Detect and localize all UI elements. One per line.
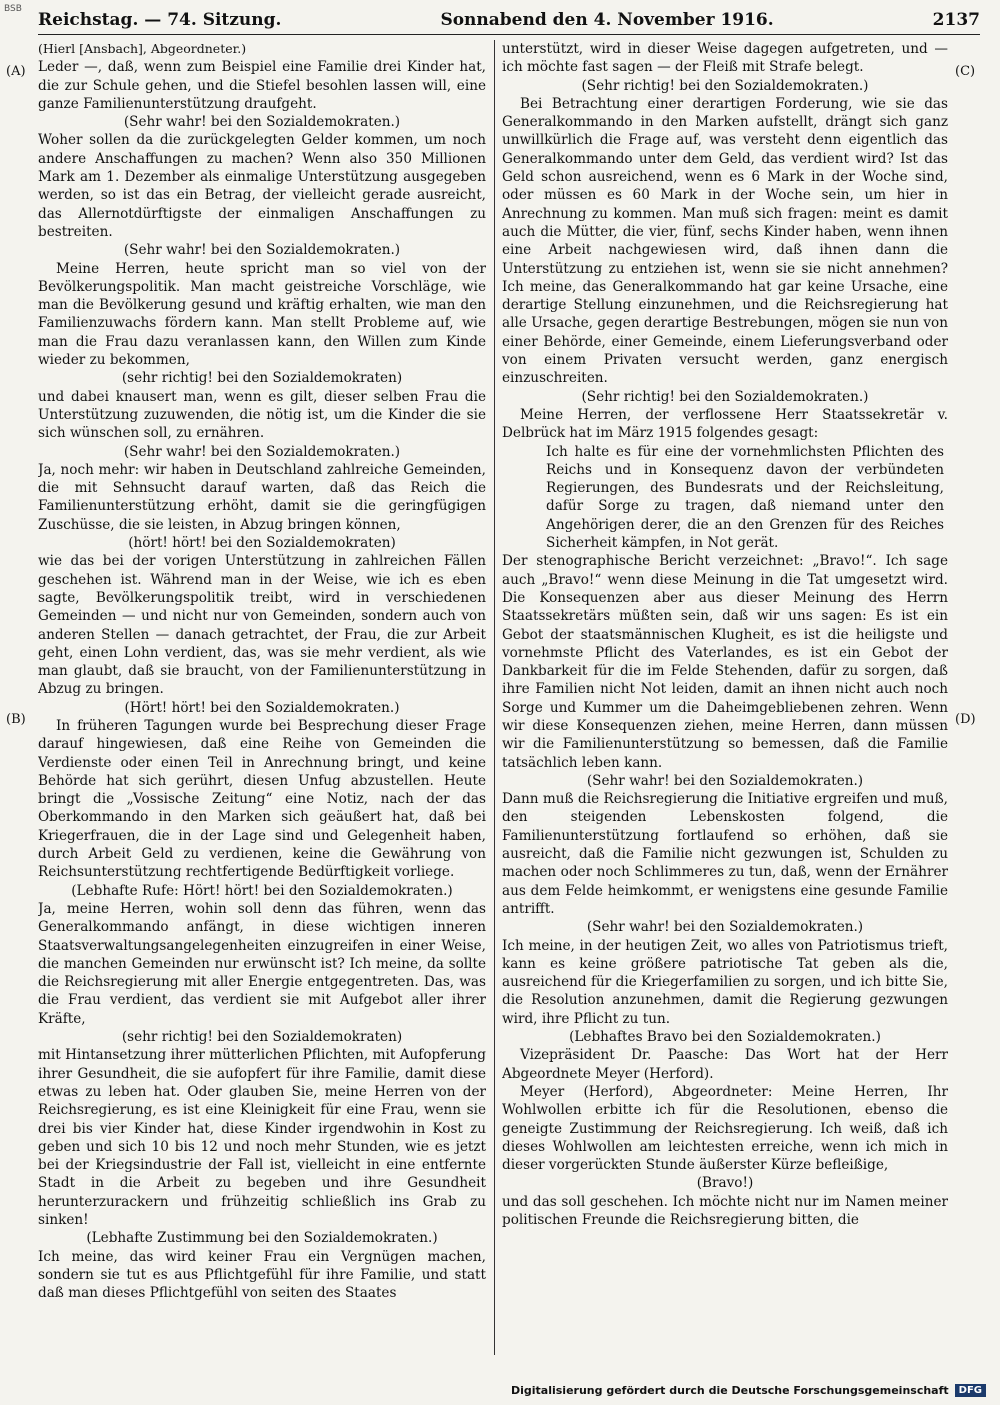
paragraph: Ja, meine Herren, wohin soll denn das führen, wenn das Generalkommando anfängt, in diese wichtigen inneren Staatsverwaltungsangelegenheiten einzugreifen in einer Weise, die manchen Gemeinden nur erwünscht ist? Ich meine, da sollte die Reichsregierung mit aller Energie entgegentreten. Das, was die Frau verdient, das verdient sie mit Aufgebot aller ihrer Kräfte, [38,900,486,1027]
header-date: Sonnabend den 4. November 1916. [440,10,774,30]
paragraph: wie das bei der vorigen Unterstützung in zahlreichen Fällen geschehen ist. Während man in der Weise, wie ich es eben sagte, Bevölkerungspolitik treibt, wird in verschiedenen Gemeinden — und nicht nur von Gemeinden, sondern auch von anderen Stellen — danach getrachtet, der Frau, die zur Arbeit geht, einen Lohn verdient, das, was sie mehr verdient, als wie man glaubt, daß sie braucht, von der Familienunterstützung in Abzug zu bringen. [38,553,486,698]
interjection: (Sehr wahr! bei den Sozialdemokraten.) [586,772,864,789]
margin-marker-a: (A) [6,64,26,79]
column-divider [494,40,495,1355]
footer [511,1384,986,1397]
paragraph: Ja, noch mehr: wir haben in Deutschland zahlreiche Gemeinden, die mit Sehnsucht darauf warten, daß das Reich die Familienunterstützung erhöht, damit sie die geringfügigen Zuschüsse, die sie leisten, in Abzug bringen können, [38,461,486,533]
speaker-heading: (Hierl [Ansbach], Abgeordneter.) [38,41,247,56]
interjection: (Lebhafte Zustimmung bei den Sozialdemokraten.) [86,1230,438,1247]
paragraph: unterstützt, wird in dieser Weise dagegen aufgetreten, und — ich möchte fast sagen — der Fleiß mit Strafe belegt. [502,41,948,76]
quotation: Ich halte es für eine der vornehmlichsten Pflichten des Reichs und in Konsequenz davon der verbündeten Regierungen, des Bundesrats und der Reichsleitung, dafür Sorge zu tragen, daß niemand unter den Angehörigen derer, die an den Grenzen für des Reiches Sicherheit kämpfen, in Not gerät. [546,443,944,552]
paragraph: Meyer (Herford), Abgeordneter: Meine Herren, Ihr Wohlwollen erbitte ich für die Resolutionen, ebenso die geneigte Zustimmung der Reichsregierung. Ich weiß, daß ich dieses Wohlwollen am leichtesten erreiche, wenn ich mich in dieser vorgerückten Stunde äußerster Kürze befleißige, [502,1083,948,1174]
margin-marker-b: (B) [6,712,26,727]
interjection: (sehr richtig! bei den Sozialdemokraten) [121,370,403,387]
paragraph: Meine Herren, heute spricht man so viel von der Bevölkerungspolitik. Man macht geistreiche Vorschläge, wie man die Bevölkerung gesund und kräftig erhalten, wie man den Familienzuwachs fördern kann. Man stellt Probleme auf, wie man die Frau dazu veranlassen kann, den Willen zum Kinde wieder zu bekommen, [38,260,486,369]
dfg-logo: DFG [955,1384,986,1397]
paragraph: Dann muß die Reichsregierung die Initiative ergreifen und muß, den steigenden Lebenskosten folgend, die Familienunterstützung fortlaufend so erhöhen, daß sie ausreicht, daß die Familie nicht gezwungen ist, Schulden zu machen oder noch Schlimmeres zu tun, daß, wenn der Ernährer aus dem Felde heimkommt, er wenigstens eine gesunde Familie antrifft. [502,791,948,917]
header-left: Reichstag. — 74. Sitzung. [38,10,282,30]
paragraph: Vizepräsident Dr. Paasche: Das Wort hat der Herr Abgeordnete Meyer (Herford). [502,1047,948,1082]
interjection: (sehr richtig! bei den Sozialdemokraten) [121,1029,403,1046]
interjection: (Lebhafte Rufe: Hört! hört! bei den Sozialdemokraten.) [71,882,453,899]
paragraph: Meine Herren, der verflossene Herr Staatssekretär v. Delbrück hat im März 1915 folgendes gesagt: [502,406,948,442]
interjection: (Sehr wahr! bei den Sozialdemokraten.) [123,443,401,460]
paragraph: mit Hintansetzung ihrer mütterlichen Pflichten, mit Aufopferung ihrer Gesundheit, die sie aufopfert für ihre Familie, damit diese etwas zu leben hat. Oder glauben Sie, meine Herren von der Reichsregierung, es ist eine Kleinigkeit für eine Frau, wenn sie drei bis vier Kinder hat, diese Kinder irgendwohin in Kost zu geben und sich 10 bis 12 und noch mehr Stunden, wie es jetzt bei der Kriegsindustrie der Fall ist, vielleicht in eine entfernte Stadt in die Arbeit zu begeben und ihre Gesundheit herunterzurackern und frühzeitig schließlich ins Grab zu sinken! [38,1047,486,1228]
interjection: (Bravo!) [696,1175,754,1192]
paragraph: Ich meine, das wird keiner Frau ein Vergnügen machen, sondern sie tut es aus Pflichtgefühl für ihre Familie, und statt daß man dieses Pflichtgefühl von seiten des Staates [38,1248,486,1302]
paragraph: In früheren Tagungen wurde bei Besprechung dieser Frage darauf hingewiesen, daß eine Reihe von Gemeinden die Verdienste oder einen Teil in Anrechnung bringt, und keine Behörde hat sich gerührt, diesen Unfug abzustellen. Heute bringt die „Vossische Zeitung“ eine Notiz, nach der das Oberkommando in den Marken sich geäußert hat, daß bei Kriegerfrauen, die in der Lage sind und Gelegenheit haben, durch Arbeit Geld zu verdienen, keine die Gewährung von Reichsunterstützung rechtfertigende Bedürftigkeit vorliege. [38,717,486,881]
footer-text: Digitalisierung gefördert durch die Deutsche Forschungsgemeinschaft [510,1384,949,1397]
interjection: (Sehr wahr! bei den Sozialdemokraten.) [123,242,401,259]
interjection: (Hört! hört! bei den Sozialdemokraten.) [124,699,400,716]
library-mark: BSB [4,4,22,14]
paragraph: Der stenographische Bericht verzeichnet: „Bravo!“. Ich sage auch „Bravo!“ wenn diese Meinung in die Tat umgesetzt wird. Die Konsequenzen aber aus dieser Meinung des Herrn Staatssekretärs müßten sein, daß wir uns sagen: Es ist ein Gebot der staatsmännischen Klugheit, es ist die heiligste und vornehmste Pflicht des Vaterlandes, es ist ein Gebot der Dankbarkeit für die im Felde Stehenden, dafür zu sorgen, daß ihre Familien nicht Not leiden, damit an ihnen nicht auch noch Sorge und Kummer um die Daheimgebliebenen zehren. Wenn wir diese Konsequenzen ziehen, meine Herren, dann müssen wir die Familienunterstützung so bemessen, daß die Familie tatsächlich leben kann. [502,553,948,771]
paragraph: Leder —, daß, wenn zum Beispiel eine Familie drei Kinder hat, die zur Schule gehen, und die Stiefel besohlen lassen will, eine ganze Familienunterstützung draufgeht. [38,59,486,112]
paragraph: und dabei knausert man, wenn es gilt, dieser selben Frau die Unterstützung zuzuwenden, die nötig ist, um die Kinder die sie sich wünschen soll, zu ernähren. [38,388,486,442]
paragraph: Woher sollen da die zurückgelegten Gelder kommen, um noch andere Anschaffungen zu machen? Wenn also 350 Millionen Mark am 1. Dezember als einmalige Unterstützung ausgegeben werden, so ist das ein Betrag, der vielleicht gerade ausreicht, das Allernotdürftigste der einmaligen Anschaffungen zu bestreiten. [38,132,486,240]
interjection: (Sehr richtig! bei den Sozialdemokraten.) [581,388,869,405]
interjection: (hört! hört! bei den Sozialdemokraten) [128,535,396,552]
paragraph: Bei Betrachtung einer derartigen Forderung, wie sie das Generalkommando in den Marken aufstellt, drängt sich ganz unwillkürlich die Frage auf, was versteht denn eigentlich das Generalkommando unter dem Geld, das verdient wird? Ist das Geld schon ausreichend, wenn es 6 Mark in der Woche sind, oder müssen es 60 Mark in der Woche sein, um hier in Anrechnung zu kommen. Man muß sich fragen: meint es damit auch die Mütter, die vier, fünf, sechs Kinder haben, wenn ihnen eine Arbeit nachgewiesen wird, daß ihnen dann die Unterstützung zu entziehen ist, wenn sie sie nicht annehmen? Ich meine, das Generalkommando hat gar keine Ursache, eine derartige Stellung einzunehmen, und die Reichsregierung hat alle Ursache, gegen derartige Bestrebungen, mögen sie nun von einer Behörde, einer Gemeinde, einem Lieferungsverband oder von einem Privaten versucht werden, ganz energisch einzuschreiten. [502,95,948,387]
page-number: 2137 [932,10,980,30]
paragraph: und das soll geschehen. Ich möchte nicht nur im Namen meiner politischen Freunde die Reichsregierung bitten, die [502,1193,948,1228]
interjection: (Sehr richtig! bei den Sozialdemokraten.) [581,77,869,94]
interjection: (Sehr wahr! bei den Sozialdemokraten.) [123,114,401,131]
interjection: (Sehr wahr! bei den Sozialdemokraten.) [586,919,864,936]
margin-marker-d: (D) [955,712,976,727]
left-column [38,40,486,1355]
paragraph: Ich meine, in der heutigen Zeit, wo alles von Patriotismus trieft, kann es keine größere patriotische Tat geben als die, ausreichend für die Kriegerfamilien zu sorgen, und ich bitte Sie, die Resolution anzunehmen, damit die Regierung gezwungen wird, ihre Pflicht zu tun. [502,937,948,1027]
page-header [38,6,980,35]
interjection: (Lebhaftes Bravo bei den Sozialdemokraten.) [569,1029,881,1046]
right-column [502,40,948,1355]
margin-marker-c: (C) [955,64,976,79]
